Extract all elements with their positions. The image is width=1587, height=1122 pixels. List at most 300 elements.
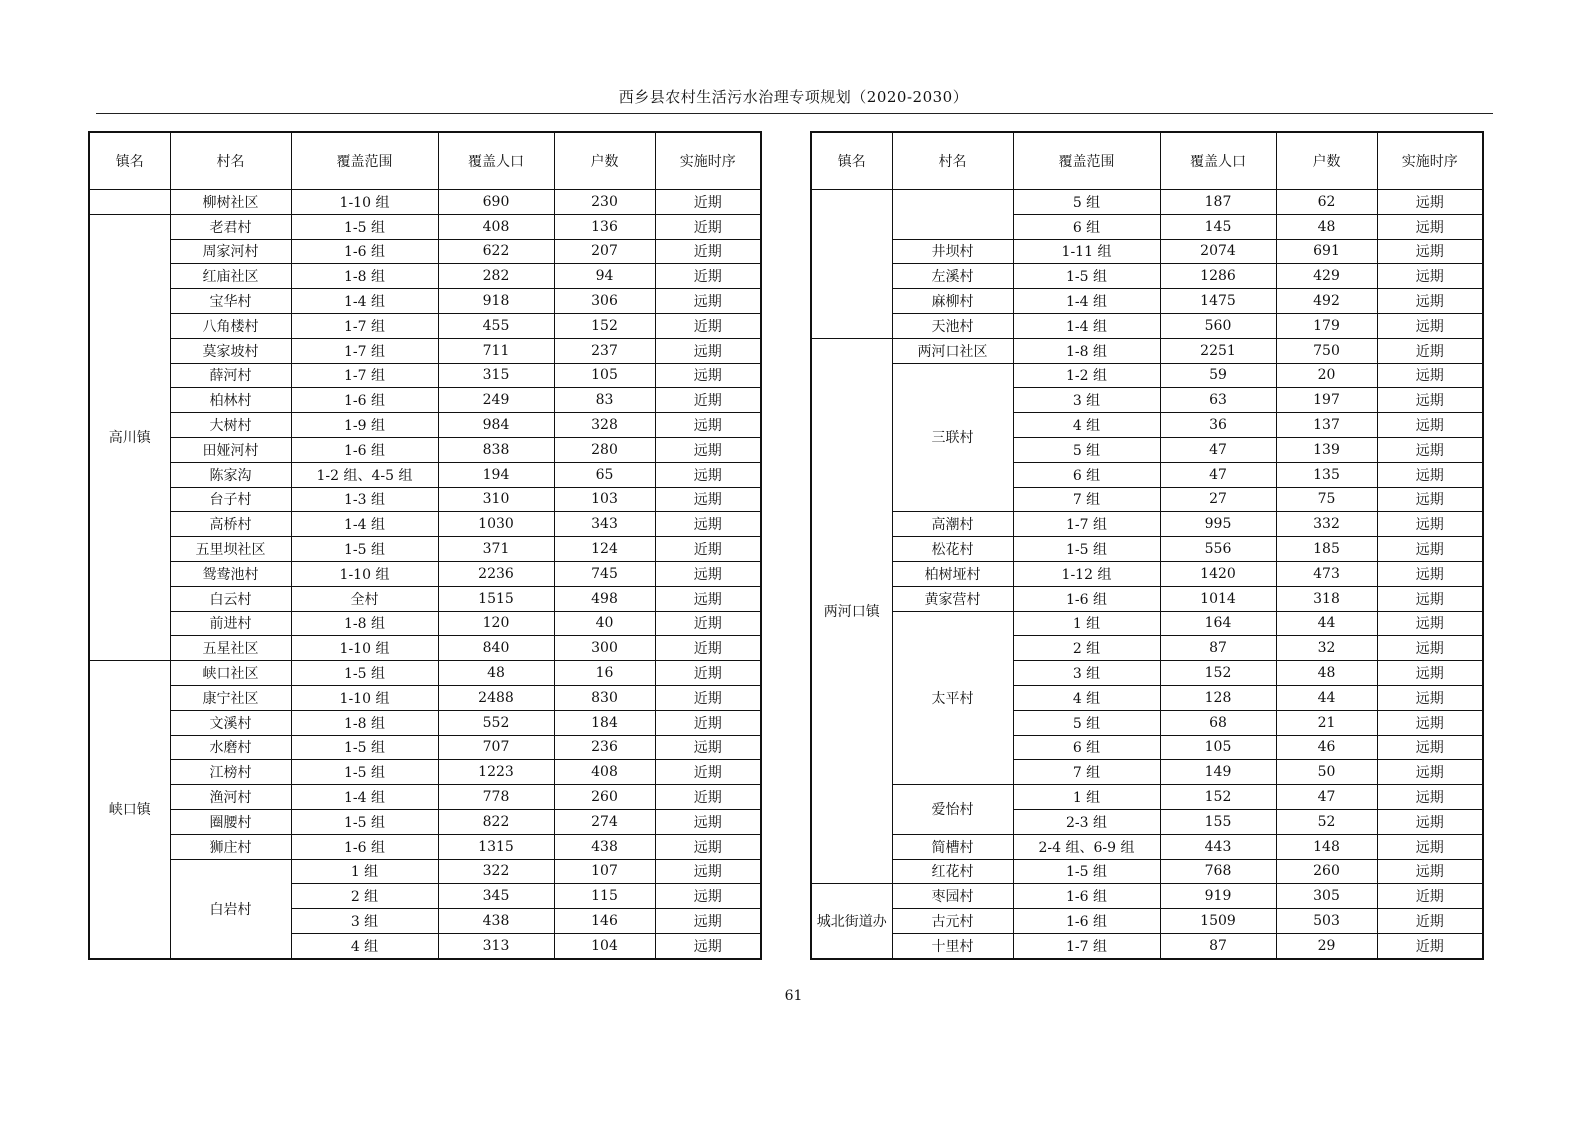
range-cell: 7 组 <box>1013 487 1160 512</box>
households-cell: 750 <box>1276 338 1377 363</box>
phase-cell: 远期 <box>1377 636 1483 661</box>
table-row <box>89 413 761 438</box>
households-cell: 408 <box>554 760 655 785</box>
range-cell: 1-2 组 <box>1013 363 1160 388</box>
range-cell: 1-5 组 <box>1013 537 1160 562</box>
households-cell: 429 <box>1276 264 1377 289</box>
range-cell: 1 组 <box>291 859 438 884</box>
phase-cell: 远期 <box>655 413 761 438</box>
table-row <box>811 289 1483 314</box>
phase-cell: 近期 <box>655 190 761 215</box>
range-cell: 1-11 组 <box>1013 239 1160 264</box>
households-cell: 305 <box>1276 884 1377 909</box>
population-cell: 840 <box>438 636 554 661</box>
page-number: 61 <box>784 988 803 1004</box>
phase-cell: 近期 <box>655 239 761 264</box>
population-cell: 1030 <box>438 512 554 537</box>
phase-cell: 远期 <box>655 859 761 884</box>
population-cell: 322 <box>438 859 554 884</box>
households-cell: 691 <box>1276 239 1377 264</box>
population-cell: 194 <box>438 462 554 487</box>
range-cell: 1-10 组 <box>291 190 438 215</box>
phase-cell: 远期 <box>1377 809 1483 834</box>
population-cell: 27 <box>1160 487 1276 512</box>
phase-cell: 远期 <box>1377 785 1483 810</box>
households-cell: 236 <box>554 735 655 760</box>
phase-cell: 近期 <box>655 661 761 686</box>
village-cell: 大树村 <box>170 413 291 438</box>
households-cell: 185 <box>1276 537 1377 562</box>
phase-cell: 近期 <box>655 388 761 413</box>
phase-cell: 近期 <box>655 313 761 338</box>
population-cell: 105 <box>1160 735 1276 760</box>
column-header-households: 户数 <box>1276 132 1377 190</box>
phase-cell: 远期 <box>655 561 761 586</box>
phase-cell: 远期 <box>655 834 761 859</box>
households-cell: 146 <box>554 909 655 934</box>
phase-cell: 远期 <box>1377 363 1483 388</box>
table-row <box>811 586 1483 611</box>
households-cell: 237 <box>554 338 655 363</box>
population-cell: 408 <box>438 214 554 239</box>
population-cell: 249 <box>438 388 554 413</box>
households-cell: 94 <box>554 264 655 289</box>
village-cell: 松花村 <box>892 537 1013 562</box>
population-cell: 120 <box>438 611 554 636</box>
phase-cell: 远期 <box>655 586 761 611</box>
population-cell: 443 <box>1160 834 1276 859</box>
households-cell: 65 <box>554 462 655 487</box>
range-cell: 4 组 <box>291 933 438 958</box>
phase-cell: 近期 <box>655 710 761 735</box>
town-cell <box>89 190 170 215</box>
households-cell: 492 <box>1276 289 1377 314</box>
column-header-phase: 实施时序 <box>1377 132 1483 190</box>
population-cell: 1509 <box>1160 909 1276 934</box>
page-header-title: 西乡县农村生活污水治理专项规划（2020-2030） <box>618 88 969 106</box>
village-cell: 古元村 <box>892 909 1013 934</box>
phase-cell: 远期 <box>1377 462 1483 487</box>
village-cell: 老君村 <box>170 214 291 239</box>
table-row <box>89 437 761 462</box>
village-cell: 八角楼村 <box>170 313 291 338</box>
table-row <box>89 338 761 363</box>
households-cell: 280 <box>554 437 655 462</box>
right-data-table <box>810 131 1484 960</box>
village-cell: 江榜村 <box>170 760 291 785</box>
population-cell: 63 <box>1160 388 1276 413</box>
range-cell: 1-6 组 <box>291 834 438 859</box>
column-header-households: 户数 <box>554 132 655 190</box>
population-cell: 68 <box>1160 710 1276 735</box>
range-cell: 2 组 <box>291 884 438 909</box>
village-cell: 两河口社区 <box>892 338 1013 363</box>
phase-cell: 远期 <box>1377 313 1483 338</box>
phase-cell: 远期 <box>1377 437 1483 462</box>
phase-cell: 近期 <box>655 685 761 710</box>
population-cell: 313 <box>438 933 554 958</box>
table-row <box>811 190 1483 215</box>
population-cell: 1475 <box>1160 289 1276 314</box>
households-cell: 21 <box>1276 710 1377 735</box>
table-row <box>811 363 1483 388</box>
village-cell: 康宁社区 <box>170 685 291 710</box>
table-row <box>89 214 761 239</box>
range-cell: 1 组 <box>1013 611 1160 636</box>
range-cell: 3 组 <box>1013 388 1160 413</box>
village-cell: 柳树社区 <box>170 190 291 215</box>
village-cell: 枣园村 <box>892 884 1013 909</box>
range-cell: 5 组 <box>1013 190 1160 215</box>
village-cell: 宝华村 <box>170 289 291 314</box>
households-cell: 152 <box>554 313 655 338</box>
population-cell: 2488 <box>438 685 554 710</box>
phase-cell: 远期 <box>1377 661 1483 686</box>
households-cell: 50 <box>1276 760 1377 785</box>
range-cell: 1-6 组 <box>291 239 438 264</box>
table-row <box>89 636 761 661</box>
village-cell: 水磨村 <box>170 735 291 760</box>
column-header-range: 覆盖范围 <box>291 132 438 190</box>
population-cell: 707 <box>438 735 554 760</box>
range-cell: 1-5 组 <box>291 735 438 760</box>
phase-cell: 近期 <box>655 537 761 562</box>
range-cell: 1-5 组 <box>291 537 438 562</box>
column-header-phase: 实施时序 <box>655 132 761 190</box>
village-cell: 天池村 <box>892 313 1013 338</box>
population-cell: 282 <box>438 264 554 289</box>
village-cell: 红庙社区 <box>170 264 291 289</box>
phase-cell: 远期 <box>1377 685 1483 710</box>
households-cell: 473 <box>1276 561 1377 586</box>
table-row <box>89 685 761 710</box>
range-cell: 4 组 <box>1013 413 1160 438</box>
population-cell: 128 <box>1160 685 1276 710</box>
phase-cell: 远期 <box>655 909 761 934</box>
phase-cell: 远期 <box>1377 264 1483 289</box>
table-row <box>89 785 761 810</box>
population-cell: 2074 <box>1160 239 1276 264</box>
table-row <box>811 264 1483 289</box>
households-cell: 104 <box>554 933 655 958</box>
population-cell: 822 <box>438 809 554 834</box>
column-header-town: 镇名 <box>811 132 892 190</box>
phase-cell: 远期 <box>1377 214 1483 239</box>
town-cell: 峡口镇 <box>89 661 170 959</box>
village-cell: 太平村 <box>892 611 1013 785</box>
range-cell: 3 组 <box>1013 661 1160 686</box>
population-cell: 838 <box>438 437 554 462</box>
population-cell: 59 <box>1160 363 1276 388</box>
households-cell: 136 <box>554 214 655 239</box>
village-cell: 白岩村 <box>170 859 291 959</box>
population-cell: 47 <box>1160 437 1276 462</box>
table-row <box>89 661 761 686</box>
phase-cell: 远期 <box>1377 710 1483 735</box>
phase-cell: 远期 <box>655 735 761 760</box>
table-row <box>811 561 1483 586</box>
range-cell: 1-6 组 <box>291 388 438 413</box>
village-cell: 渔河村 <box>170 785 291 810</box>
households-cell: 16 <box>554 661 655 686</box>
range-cell: 5 组 <box>1013 437 1160 462</box>
range-cell: 1-6 组 <box>1013 586 1160 611</box>
population-cell: 164 <box>1160 611 1276 636</box>
population-cell: 310 <box>438 487 554 512</box>
table-header-row <box>811 132 1483 190</box>
village-cell: 麻柳村 <box>892 289 1013 314</box>
phase-cell: 近期 <box>655 214 761 239</box>
village-cell: 柏林村 <box>170 388 291 413</box>
village-cell: 三联村 <box>892 363 1013 512</box>
column-header-village: 村名 <box>892 132 1013 190</box>
table-row <box>89 264 761 289</box>
phase-cell: 远期 <box>655 363 761 388</box>
village-cell: 莫家坡村 <box>170 338 291 363</box>
range-cell: 1-4 组 <box>291 785 438 810</box>
phase-cell: 远期 <box>655 512 761 537</box>
households-cell: 148 <box>1276 834 1377 859</box>
phase-cell: 近期 <box>655 785 761 810</box>
phase-cell: 远期 <box>1377 190 1483 215</box>
phase-cell: 远期 <box>655 289 761 314</box>
population-cell: 87 <box>1160 933 1276 958</box>
column-header-town: 镇名 <box>89 132 170 190</box>
column-header-range: 覆盖范围 <box>1013 132 1160 190</box>
households-cell: 29 <box>1276 933 1377 958</box>
phase-cell: 远期 <box>1377 537 1483 562</box>
households-cell: 20 <box>1276 363 1377 388</box>
column-header-population: 覆盖人口 <box>1160 132 1276 190</box>
population-cell: 187 <box>1160 190 1276 215</box>
table-row <box>89 487 761 512</box>
village-cell: 高潮村 <box>892 512 1013 537</box>
population-cell: 1014 <box>1160 586 1276 611</box>
households-cell: 75 <box>1276 487 1377 512</box>
village-cell: 峡口社区 <box>170 661 291 686</box>
table-row <box>811 611 1483 636</box>
population-cell: 48 <box>438 661 554 686</box>
population-cell: 918 <box>438 289 554 314</box>
range-cell: 6 组 <box>1013 735 1160 760</box>
households-cell: 46 <box>1276 735 1377 760</box>
range-cell: 2-4 组、6-9 组 <box>1013 834 1160 859</box>
town-cell <box>811 190 892 339</box>
range-cell: 1-3 组 <box>291 487 438 512</box>
phase-cell: 远期 <box>1377 487 1483 512</box>
table-row <box>89 735 761 760</box>
village-cell: 薛河村 <box>170 363 291 388</box>
households-cell: 52 <box>1276 809 1377 834</box>
households-cell: 184 <box>554 710 655 735</box>
town-cell: 城北街道办 <box>811 884 892 959</box>
table-row <box>89 809 761 834</box>
households-cell: 124 <box>554 537 655 562</box>
population-cell: 552 <box>438 710 554 735</box>
households-cell: 179 <box>1276 313 1377 338</box>
phase-cell: 远期 <box>1377 611 1483 636</box>
table-row <box>811 313 1483 338</box>
range-cell: 4 组 <box>1013 685 1160 710</box>
village-cell: 田娅河村 <box>170 437 291 462</box>
range-cell: 1-5 组 <box>291 760 438 785</box>
table-row <box>811 909 1483 934</box>
phase-cell: 远期 <box>655 884 761 909</box>
population-cell: 2251 <box>1160 338 1276 363</box>
range-cell: 1-6 组 <box>291 437 438 462</box>
phase-cell: 远期 <box>1377 388 1483 413</box>
households-cell: 62 <box>1276 190 1377 215</box>
village-cell: 前进村 <box>170 611 291 636</box>
phase-cell: 近期 <box>1377 338 1483 363</box>
village-cell: 圈腰村 <box>170 809 291 834</box>
column-header-population: 覆盖人口 <box>438 132 554 190</box>
village-cell: 简槽村 <box>892 834 1013 859</box>
population-cell: 560 <box>1160 313 1276 338</box>
households-cell: 830 <box>554 685 655 710</box>
range-cell: 1-8 组 <box>291 710 438 735</box>
households-cell: 137 <box>1276 413 1377 438</box>
village-cell: 爱怡村 <box>892 785 1013 835</box>
table-row <box>89 462 761 487</box>
population-cell: 438 <box>438 909 554 934</box>
population-cell: 1515 <box>438 586 554 611</box>
households-cell: 40 <box>554 611 655 636</box>
range-cell: 1-9 组 <box>291 413 438 438</box>
range-cell: 1-7 组 <box>291 313 438 338</box>
phase-cell: 远期 <box>1377 760 1483 785</box>
population-cell: 47 <box>1160 462 1276 487</box>
range-cell: 6 组 <box>1013 214 1160 239</box>
table-row <box>89 834 761 859</box>
population-cell: 778 <box>438 785 554 810</box>
population-cell: 768 <box>1160 859 1276 884</box>
range-cell: 1-5 组 <box>291 809 438 834</box>
range-cell: 2 组 <box>1013 636 1160 661</box>
table-row <box>89 760 761 785</box>
range-cell: 1-7 组 <box>291 338 438 363</box>
phase-cell: 远期 <box>655 338 761 363</box>
population-cell: 711 <box>438 338 554 363</box>
households-cell: 83 <box>554 388 655 413</box>
village-cell: 黄家营村 <box>892 586 1013 611</box>
phase-cell: 远期 <box>655 487 761 512</box>
village-cell: 十里村 <box>892 933 1013 958</box>
population-cell: 152 <box>1160 785 1276 810</box>
households-cell: 105 <box>554 363 655 388</box>
range-cell: 1-5 组 <box>1013 264 1160 289</box>
population-cell: 1315 <box>438 834 554 859</box>
village-cell: 五里坝社区 <box>170 537 291 562</box>
range-cell: 1-6 组 <box>1013 909 1160 934</box>
range-cell: 1-4 组 <box>1013 313 1160 338</box>
phase-cell: 远期 <box>1377 561 1483 586</box>
households-cell: 207 <box>554 239 655 264</box>
village-cell: 左溪村 <box>892 264 1013 289</box>
households-cell: 107 <box>554 859 655 884</box>
population-cell: 1286 <box>1160 264 1276 289</box>
phase-cell: 远期 <box>655 437 761 462</box>
range-cell: 1-10 组 <box>291 561 438 586</box>
households-cell: 47 <box>1276 785 1377 810</box>
village-cell: 狮庄村 <box>170 834 291 859</box>
table-row <box>811 834 1483 859</box>
households-cell: 332 <box>1276 512 1377 537</box>
table-row <box>811 884 1483 909</box>
range-cell: 1-2 组、4-5 组 <box>291 462 438 487</box>
range-cell: 3 组 <box>291 909 438 934</box>
range-cell: 1-4 组 <box>1013 289 1160 314</box>
range-cell: 1-12 组 <box>1013 561 1160 586</box>
population-cell: 155 <box>1160 809 1276 834</box>
range-cell: 1-8 组 <box>1013 338 1160 363</box>
range-cell: 5 组 <box>1013 710 1160 735</box>
population-cell: 995 <box>1160 512 1276 537</box>
village-cell <box>892 190 1013 240</box>
households-cell: 44 <box>1276 685 1377 710</box>
table-row <box>811 785 1483 810</box>
range-cell: 1-8 组 <box>291 264 438 289</box>
population-cell: 36 <box>1160 413 1276 438</box>
households-cell: 230 <box>554 190 655 215</box>
phase-cell: 远期 <box>1377 413 1483 438</box>
households-cell: 745 <box>554 561 655 586</box>
village-cell: 柏树垭村 <box>892 561 1013 586</box>
households-cell: 260 <box>554 785 655 810</box>
phase-cell: 近期 <box>1377 884 1483 909</box>
phase-cell: 远期 <box>1377 289 1483 314</box>
population-cell: 152 <box>1160 661 1276 686</box>
column-header-village: 村名 <box>170 132 291 190</box>
phase-cell: 远期 <box>655 462 761 487</box>
village-cell: 陈家沟 <box>170 462 291 487</box>
range-cell: 1-10 组 <box>291 636 438 661</box>
table-row <box>89 586 761 611</box>
table-row <box>89 561 761 586</box>
table-row <box>89 859 761 884</box>
range-cell: 1-8 组 <box>291 611 438 636</box>
table-row <box>811 239 1483 264</box>
range-cell: 1-7 组 <box>1013 512 1160 537</box>
phase-cell: 远期 <box>1377 735 1483 760</box>
phase-cell: 远期 <box>1377 239 1483 264</box>
range-cell: 2-3 组 <box>1013 809 1160 834</box>
range-cell: 全村 <box>291 586 438 611</box>
households-cell: 48 <box>1276 661 1377 686</box>
population-cell: 622 <box>438 239 554 264</box>
phase-cell: 远期 <box>1377 586 1483 611</box>
population-cell: 1223 <box>438 760 554 785</box>
phase-cell: 近期 <box>655 760 761 785</box>
range-cell: 1-5 组 <box>291 214 438 239</box>
village-cell: 台子村 <box>170 487 291 512</box>
population-cell: 145 <box>1160 214 1276 239</box>
households-cell: 318 <box>1276 586 1377 611</box>
village-cell: 鸳鸯池村 <box>170 561 291 586</box>
population-cell: 2236 <box>438 561 554 586</box>
village-cell: 井坝村 <box>892 239 1013 264</box>
households-cell: 260 <box>1276 859 1377 884</box>
range-cell: 1-6 组 <box>1013 884 1160 909</box>
population-cell: 984 <box>438 413 554 438</box>
village-cell: 高桥村 <box>170 512 291 537</box>
table-row <box>89 388 761 413</box>
households-cell: 115 <box>554 884 655 909</box>
phase-cell: 远期 <box>1377 512 1483 537</box>
households-cell: 274 <box>554 809 655 834</box>
village-cell: 周家河村 <box>170 239 291 264</box>
table-row <box>89 190 761 215</box>
